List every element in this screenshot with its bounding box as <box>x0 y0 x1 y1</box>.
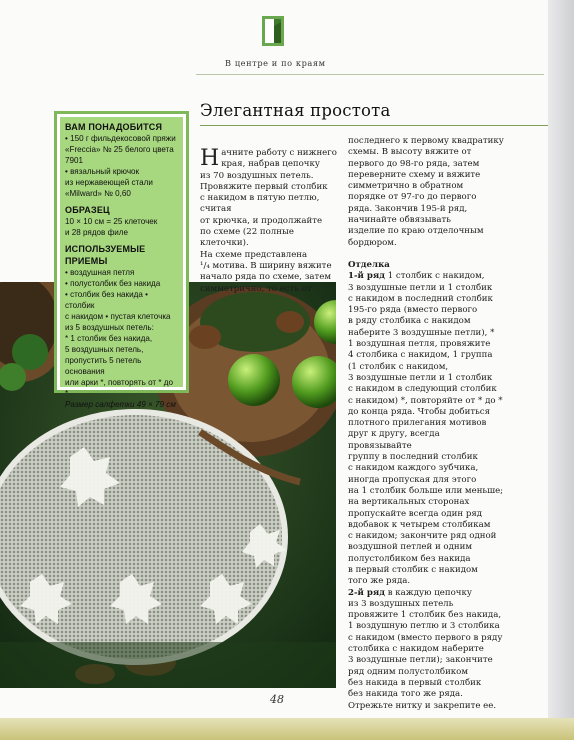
text-line: плотного прилегания мотивов <box>348 418 487 429</box>
technique-line: или арки *, повторять от * до * <box>65 378 173 398</box>
sample-line: и 28 рядов филе <box>65 228 128 237</box>
text-line: на вертикальных сторонах <box>348 497 470 508</box>
text-line: с накидом каждого зубчика, <box>348 463 479 474</box>
text-line: с накидом в пятую петлю, считая <box>200 193 320 215</box>
text-line: начало ряда по схеме, затем <box>200 272 332 283</box>
page-edge-bottom <box>0 718 574 740</box>
text-line: с накидом (вместо первого в ряду <box>348 632 503 643</box>
section-label: В центре и по краям <box>225 58 326 68</box>
text-line: до конца ряда. Чтобы добиться <box>348 406 491 417</box>
text-line: схемы. В высоту вяжите от <box>348 147 472 158</box>
text-line: воздушной петлей и одним <box>348 542 473 553</box>
sample-line: 10 × 10 см = 25 клеточек <box>65 217 158 226</box>
page-number: 48 <box>270 693 284 706</box>
finishing-heading: Отделка <box>348 259 390 270</box>
row1-label: 1-й ряд <box>348 271 385 282</box>
text-line: симметрично, то есть от <box>200 283 312 294</box>
needed-line: • вязальный крючок <box>65 167 140 176</box>
text-line: с накидом) *, повторяйте от * до * <box>348 395 503 406</box>
text-line: 1 воздушная петля, провяжите <box>348 339 491 350</box>
text-line: от крючка, и продолжайте <box>200 215 323 226</box>
text-line: ¹/₄ мотива. В ширину вяжите <box>200 260 332 271</box>
technique-line: • воздушная петля <box>65 268 135 277</box>
materials-panel-body <box>60 117 183 409</box>
text-line: пропускайте всегда один ряд <box>348 508 483 519</box>
text-line: 195-го ряда (вместо первого <box>348 305 478 316</box>
text-line: симметрично в обратном <box>348 181 464 192</box>
text-line: На схеме представлена <box>200 249 308 260</box>
text-line: в первый столбик с накидом <box>348 564 478 575</box>
row2-first-line <box>348 588 504 599</box>
text-line: по схеме (22 полные клеточки). <box>200 227 294 249</box>
needed-heading: ВАМ ПОНАДОБИТСЯ <box>65 122 163 132</box>
page-edge-right <box>548 0 574 740</box>
text-line: без накида в первый столбик <box>348 677 482 688</box>
sample-heading: ОБРАЗЕЦ <box>65 205 110 215</box>
text-line: того же ряда. <box>348 576 411 587</box>
row1-first-line <box>348 271 504 282</box>
text-line: (1 столбик с накидом, <box>348 361 449 372</box>
title-rule <box>200 125 548 126</box>
text-line: последнего к первому квадратику <box>348 136 504 146</box>
text-line: изделие по краю отделочным <box>348 226 484 237</box>
technique-line: с накидом • пустая клеточка <box>65 312 171 321</box>
text-line: провяжите 1 столбик без накида, <box>348 610 502 621</box>
text-line: 4 столбика с накидом, 1 группа <box>348 350 493 361</box>
technique-line: • столбик без накида • столбик <box>65 290 148 310</box>
text-line: полустолбиком без накида <box>348 553 471 564</box>
technique-line: пропустить 5 петель основания <box>65 356 142 376</box>
text-column-1 <box>200 148 340 295</box>
text-line: 3 воздушные петли); закончите <box>348 655 493 666</box>
text-line: наберите 3 воздушные петли), * <box>348 327 495 338</box>
needed-line: 7901 <box>65 156 84 165</box>
text-line: 3 воздушные петли и 1 столбик <box>348 282 493 293</box>
dropcap: Н <box>200 146 220 171</box>
needed-line: «Freccia» № 25 белого цвета <box>65 145 174 154</box>
text-line: на 1 столбик больше или меньше; <box>348 485 504 496</box>
text-line: ряд одним полустолбиком <box>348 666 469 677</box>
materials-panel <box>54 111 189 409</box>
text-line: края, набрав цепочку <box>221 159 320 170</box>
needed-line: • 150 г фильдекосовой пряжи <box>65 134 176 143</box>
text-line: ряда. Закончив 195-й ряд, <box>348 203 468 214</box>
text-column-2 <box>348 136 504 712</box>
row2-label: 2-й ряд <box>348 587 385 598</box>
needed-line: из нержавеющей стали <box>65 178 153 187</box>
text-line: из 70 воздушных петель. <box>200 170 314 181</box>
text-line: в ряду столбика с накидом <box>348 316 471 327</box>
text-line: ачните работу с нижнего <box>221 148 337 158</box>
size-note: Размер салфетки 49 × 79 см <box>65 400 176 409</box>
text-line: из 3 воздушных петель <box>348 598 454 609</box>
techniques-heading: ИСПОЛЬЗУЕМЫЕ ПРИЕМЫ <box>65 244 146 266</box>
text-line: порядке от 97-го до первого <box>348 192 477 203</box>
text-line: друг к другу, всегда провязывайте <box>348 429 440 451</box>
text-line: группу в последний столбик <box>348 452 478 463</box>
technique-line: • полустолбик без накида <box>65 279 161 288</box>
needed-line: «Milward» № 0,60 <box>65 189 131 198</box>
technique-line: 5 воздушных петель, <box>65 345 144 354</box>
technique-line: * 1 столбик без накида, <box>65 334 153 343</box>
text-line: переверните схему и вяжите <box>348 169 481 180</box>
text-line: Провяжите первый столбик <box>200 181 328 192</box>
text-line: бордюром. <box>348 237 397 248</box>
text-line: вдобавок к четырем столбикам <box>348 519 491 530</box>
header-rule <box>196 74 544 75</box>
book-logo-icon <box>262 16 284 46</box>
text-line: столбика с накидом наберите <box>348 644 484 655</box>
text-line: с накидом в последний столбик <box>348 293 493 304</box>
row2-first-text: в каждую цепочку <box>385 587 472 598</box>
text-line: с накидом; закончите ряд одной <box>348 531 497 542</box>
text-line: 3 воздушные петли и 1 столбик <box>348 372 493 383</box>
text-line: 1 воздушную петлю и 3 столбика <box>348 621 500 632</box>
text-line: начинайте обвязывать <box>348 215 451 226</box>
text-line: Отрежьте нитку и закрепите ее. <box>348 700 497 711</box>
page-title: Элегантная простота <box>200 101 391 120</box>
text-line: первого до 98-го ряда, затем <box>348 158 480 169</box>
text-line: с накидом в следующий столбик <box>348 384 497 395</box>
spacer <box>348 249 504 260</box>
text-line: без накида того же ряда. <box>348 689 463 700</box>
text-line: иногда пропуская для этого <box>348 474 477 485</box>
technique-line: из 5 воздушных петель: <box>65 323 154 332</box>
row1-first-text: 1 столбик с накидом, <box>385 271 485 282</box>
